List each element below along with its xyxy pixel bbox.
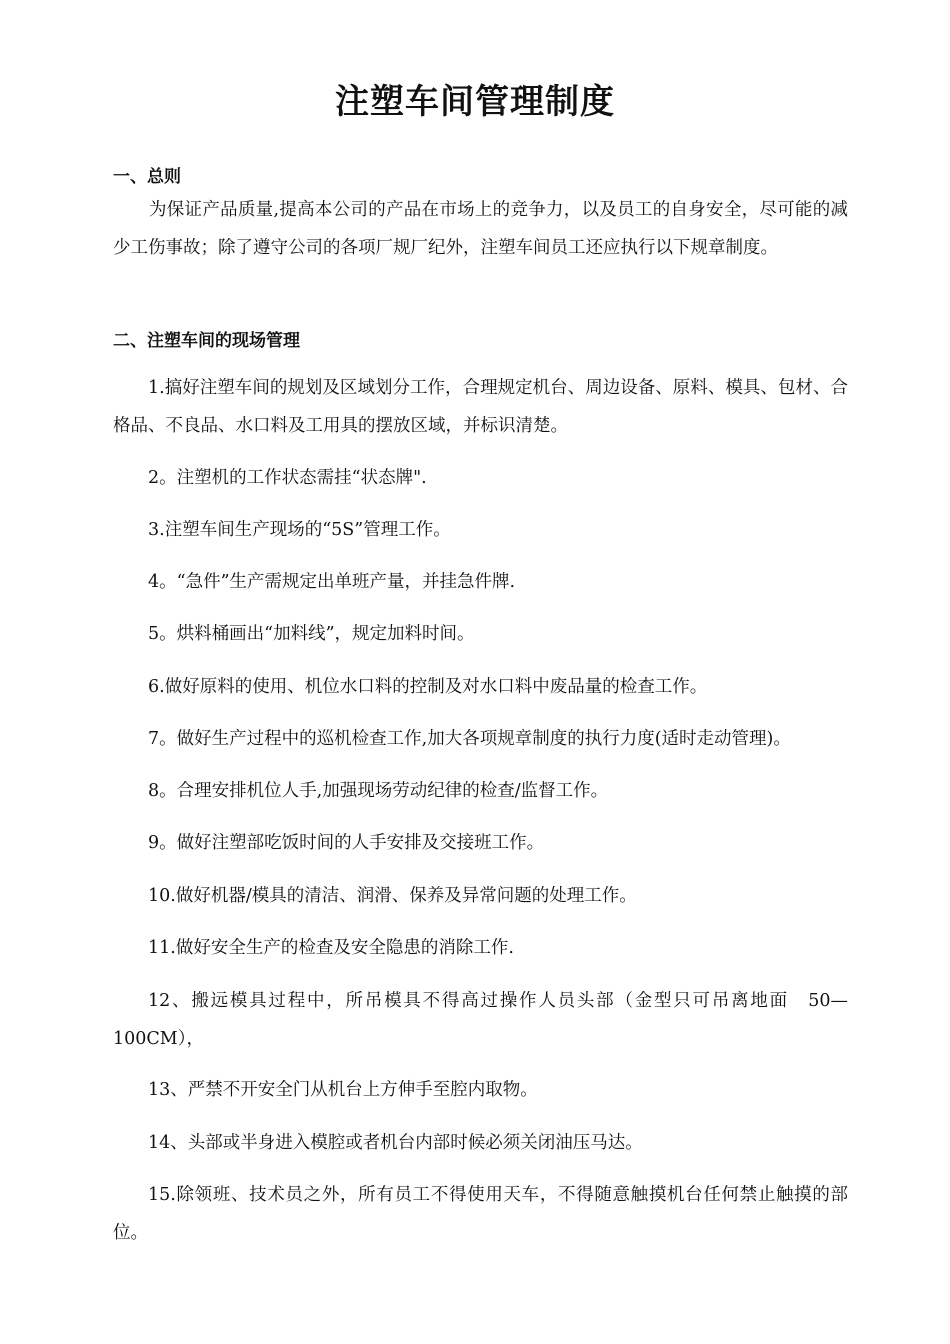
list-item: 5。烘料桶画出“加料线”，规定加料时间。 xyxy=(148,624,475,644)
list-item: 13、严禁不开安全门从机台上方伸手至腔内取物。 xyxy=(148,1080,538,1100)
list-item: 14、头部或半身进入模腔或者机台内部时候必须关闭油压马达。 xyxy=(148,1133,643,1153)
list-item: 12、搬远模具过程中，所吊模具不得高过操作人员头部（金型只可吊离地面 50—100CM）， xyxy=(113,991,848,1049)
general-paragraph: 为保证产品质量,提高本公司的产品在市场上的竞争力，以及员工的自身安全，尽可能的减少工伤事故；除了遵守公司的各项厂规厂纪外，注塑车间员工还应执行以下规章制度。 xyxy=(113,200,848,258)
section-heading-site-management: 二、注塑车间的现场管理 xyxy=(113,331,300,351)
list-item: 7。做好生产过程中的巡机检查工作,加大各项规章制度的执行力度(适时走动管理)。 xyxy=(148,729,791,749)
list-item: 4。“急件”生产需规定出单班产量，并挂急件牌. xyxy=(148,572,516,592)
list-item: 6.做好原料的使用、机位水口料的控制及对水口料中废品量的检查工作。 xyxy=(148,677,708,697)
document-title: 注塑车间管理制度 xyxy=(335,82,615,122)
list-item: 1.搞好注塑车间的规划及区域划分工作，合理规定机台、周边设备、原料、模具、包材、合格品、不良品、水口料及工用具的摆放区域，并标识清楚。 xyxy=(113,378,848,436)
section-heading-general: 一、总则 xyxy=(113,167,181,187)
list-item: 9。做好注塑部吃饭时间的人手安排及交接班工作。 xyxy=(148,833,545,853)
list-item: 11.做好安全生产的检查及安全隐患的消除工作. xyxy=(148,938,514,958)
list-item: 2。注塑机的工作状态需挂“状态牌". xyxy=(148,468,427,488)
list-item: 10.做好机器/模具的清洁、润滑、保养及异常问题的处理工作。 xyxy=(148,886,637,906)
list-item: 15.除领班、技术员之外，所有员工不得使用天车，不得随意触摸机台任何禁止触摸的部位。 xyxy=(113,1185,848,1243)
list-item: 3.注塑车间生产现场的“5S”管理工作。 xyxy=(148,520,451,540)
list-item: 8。合理安排机位人手,加强现场劳动纪律的检查/监督工作。 xyxy=(148,781,609,801)
